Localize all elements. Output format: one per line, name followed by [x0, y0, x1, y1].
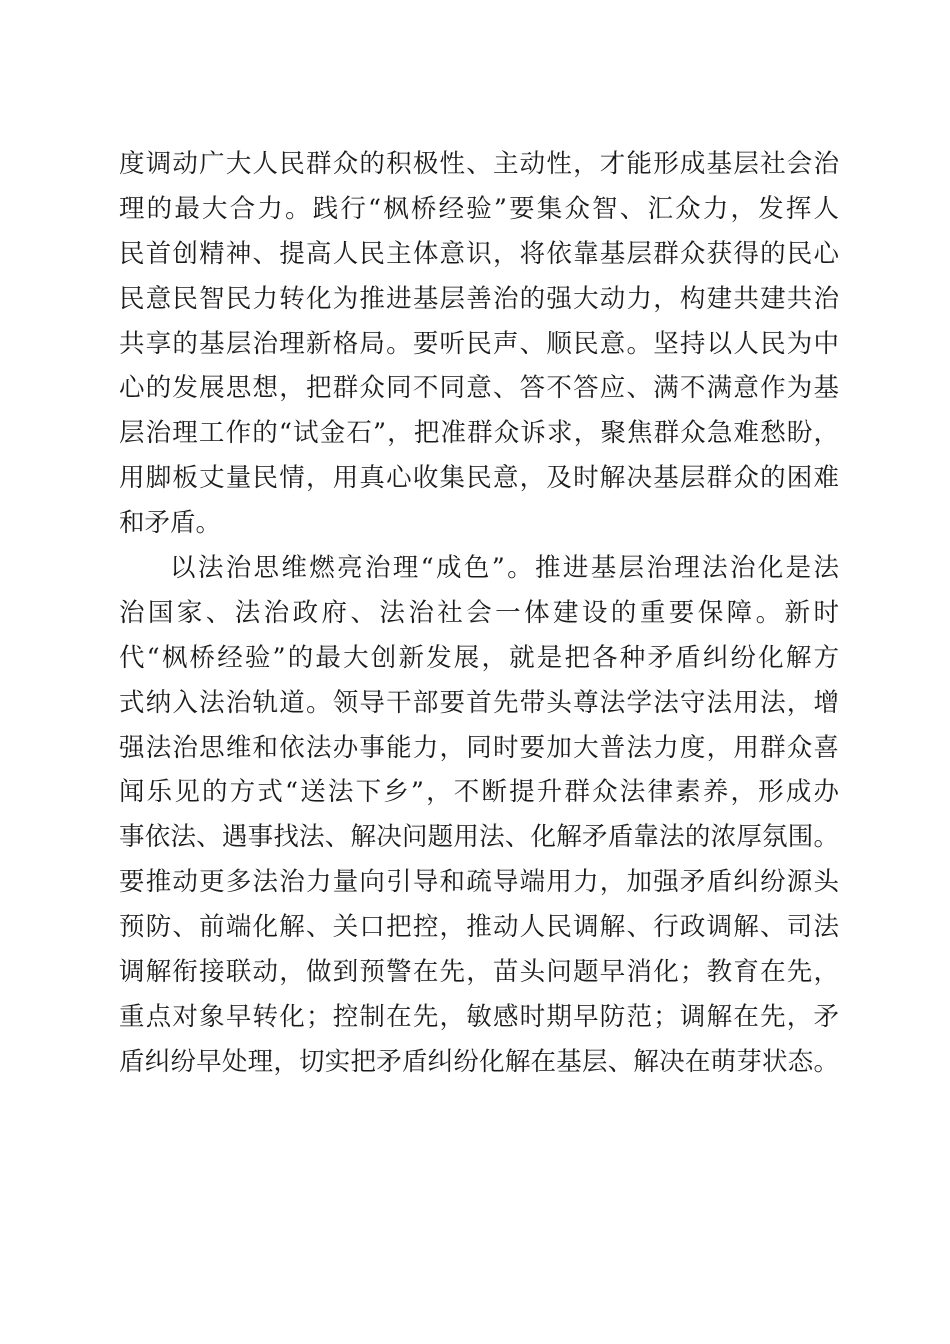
paragraph-line: 理的最大合力。践行“枫桥经验”要集众智、汇众力，发挥人 [119, 193, 839, 224]
paragraph-line: 重点对象早转化；控制在先，敏感时期早防范；调解在先，矛 [119, 1001, 839, 1032]
paragraph-line: 调解衔接联动，做到预警在先，苗头问题早消化；教育在先， [119, 957, 839, 988]
paragraph-line: 以法治思维燃亮治理“成色”。推进基层治理法治化是法 [170, 553, 839, 584]
body-text [119, 142, 839, 1085]
paragraph-line: 强法治思维和依法办事能力，同时要加大普法力度，用群众喜 [119, 732, 839, 763]
paragraph-line: 用脚板丈量民情，用真心收集民意，及时解决基层群众的困难 [119, 463, 839, 494]
paragraph-line: 式纳入法治轨道。领导干部要首先带头尊法学法守法用法，增 [119, 687, 839, 718]
paragraph-line: 度调动广大人民群众的积极性、主动性，才能形成基层社会治 [119, 149, 839, 179]
paragraph-line: 代“枫桥经验”的最大创新发展，就是把各种矛盾纠纷化解方 [119, 642, 839, 673]
paragraph-line: 闻乐见的方式“送法下乡”，不断提升群众法律素养，形成办 [119, 777, 839, 808]
paragraph-line: 民意民智民力转化为推进基层善治的强大动力，构建共建共治 [119, 283, 839, 314]
paragraph-2 [119, 546, 839, 1085]
paragraph-line: 要推动更多法治力量向引导和疏导端用力，加强矛盾纠纷源头 [119, 867, 839, 898]
paragraph-line: 共享的基层治理新格局。要听民声、顺民意。坚持以人民为中 [119, 328, 839, 359]
paragraph-line: 民首创精神、提高人民主体意识，将依靠基层群众获得的民心 [119, 238, 839, 269]
paragraph-line: 层治理工作的“试金石”，把准群众诉求，聚焦群众急难愁盼， [119, 418, 839, 449]
paragraph-1 [119, 142, 839, 546]
paragraph-line: 预防、前端化解、关口把控，推动人民调解、行政调解、司法 [119, 912, 839, 943]
paragraph-line: 和矛盾。 [119, 508, 222, 539]
paragraph-line: 事依法、遇事找法、解决问题用法、化解矛盾靠法的浓厚氛围。 [119, 822, 839, 853]
paragraph-line: 治国家、法治政府、法治社会一体建设的重要保障。新时 [119, 597, 839, 628]
paragraph-line: 心的发展思想，把群众同不同意、答不答应、满不满意作为基 [119, 373, 839, 404]
paragraph-line: 盾纠纷早处理，切实把矛盾纠纷化解在基层、解决在萌芽状态。 [119, 1046, 839, 1077]
